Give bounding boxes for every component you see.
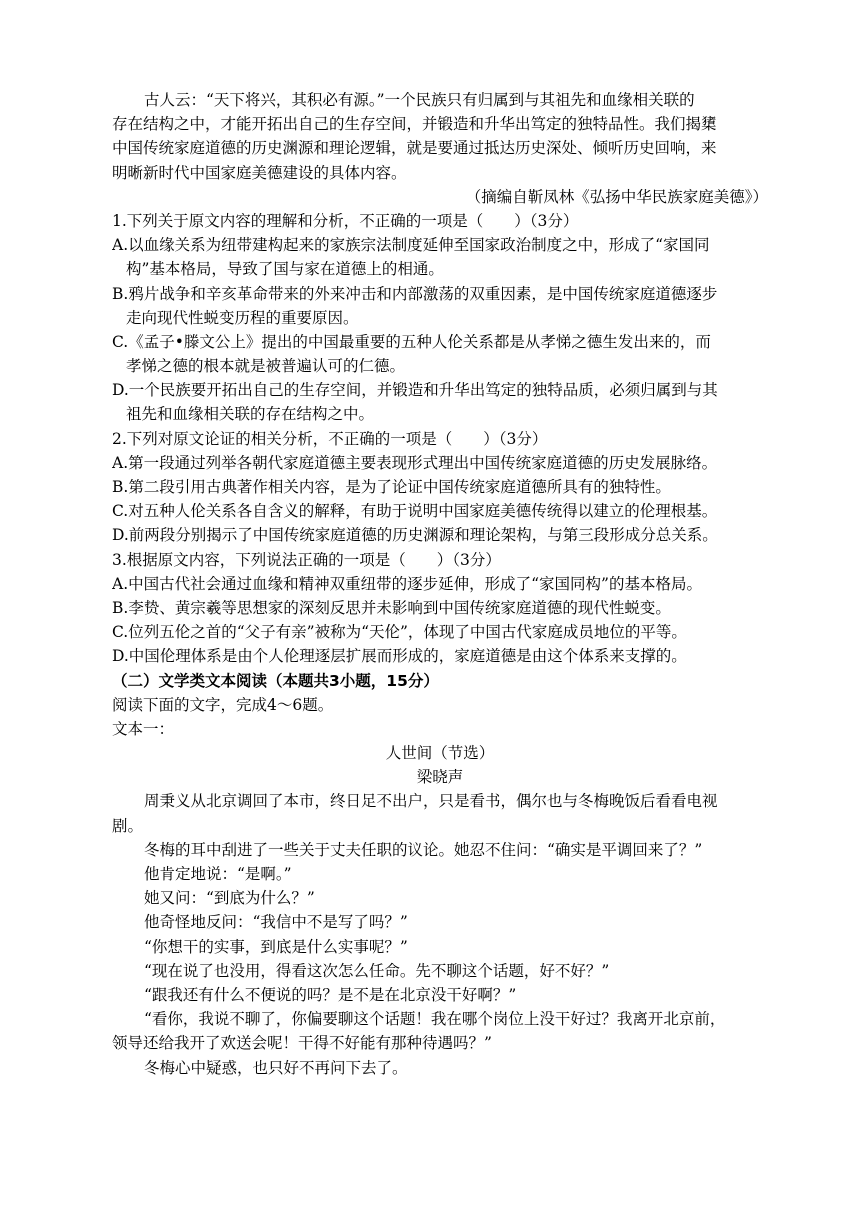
story-line: 冬梅的耳中刮进了一些关于丈夫任职的议论。她忍不住问：“确实是平调回来了？” — [144, 840, 703, 859]
text-line: 存在结构之中，才能开拓出自己的生存空间，并锻造和升华出笃定的独特品性。我们揭橥 — [112, 115, 717, 134]
story-title: 人世间（节选） — [385, 744, 495, 763]
section-instruction: 阅读下面的文字，完成4～6题。 — [112, 695, 334, 714]
option-a-line: A.以血缘关系为纽带建构起来的家族宗法制度延伸至国家政治制度之中，形成了“家国同 — [112, 236, 710, 255]
option-b-line: B.鸦片战争和辛亥革命带来的外来冲击和内部激荡的双重因素，是中国传统家庭道德逐步 — [112, 284, 718, 303]
option-d-line: D.前两段分别揭示了中国传统家庭道德的历史渊源和理论架构，与第三段形成分总关系。 — [112, 526, 718, 545]
option-c-line: C.对五种人伦关系各自含义的解释，有助于说明中国家庭美德传统得以建立的伦理根基。 — [112, 502, 718, 521]
option-b-line: 走向现代性蜕变历程的重要原因。 — [126, 308, 359, 327]
story-line: 他肯定地说：“是啊。” — [144, 865, 292, 883]
question-stem: 3.根据原文内容，下列说法正确的一项是（ ）（3分） — [112, 550, 501, 569]
story-line: “跟我还有什么不便说的吗？是不是在北京没干好啊？” — [144, 985, 517, 1004]
option-b-line: B.第二段引用古典著作相关内容，是为了论证中国传统家庭道德所具有的独特性。 — [112, 478, 671, 496]
text-line: 古人云：“天下将兴，其积必有源。”一个民族只有归属到与其祖先和血缘相关联的 — [144, 91, 695, 109]
question-3 — [112, 548, 768, 669]
story-line: “现在说了也没用，得看这次怎么任命。先不聊这个话题，好不好？” — [144, 961, 610, 980]
story-line: “你想干的实事，到底是什么实事呢？” — [144, 937, 408, 956]
story-author: 梁晓声 — [416, 768, 464, 787]
question-stem: 1.下列关于原文内容的理解和分析，不正确的一项是（ ）（3分） — [112, 211, 579, 230]
story-line: “看你，我说不聊了，你偏要聊这个话题！我在哪个岗位上没干好过？我离开北京前， — [144, 1010, 726, 1029]
source-citation: （摘编自靳凤林《弘扬中华民族家庭美德》） — [465, 187, 768, 206]
text-label: 文本一： — [112, 719, 175, 738]
story-line: 周秉义从北京调回了本市，终日足不出户，只是看书，偶尔也与冬梅晚饭后看看电视 — [144, 792, 718, 811]
option-a-line: A.中国古代社会通过血缘和精神双重纽带的逐步延伸，形成了“家国同构”的基本格局。 — [112, 574, 702, 593]
option-d-line: 祖先和血缘相关联的存在结构之中。 — [126, 405, 375, 424]
option-d-line: D.一个民族要开拓出自己的生存空间，并锻造和升华出笃定的独特品质，必须归属到与其 — [112, 381, 718, 400]
question-1 — [112, 209, 768, 427]
story-line: 她又问：“到底为什么？” — [144, 889, 315, 908]
option-a-line: A.第一段通过列举各朝代家庭道德主要表现形式理出中国传统家庭道德的历史发展脉络。 — [112, 453, 718, 472]
story-line: 他奇怪地反问：“我信中不是写了吗？” — [144, 913, 408, 932]
document-body — [112, 88, 768, 1080]
option-a-line: 构”基本格局，导致了国与家在道德上的相通。 — [126, 260, 444, 279]
question-2 — [112, 427, 768, 548]
story-line: 冬梅心中疑惑，也只好不再问下去了。 — [144, 1058, 408, 1077]
story-line: 剧。 — [112, 816, 144, 835]
story-body — [112, 789, 768, 1079]
option-c-line: C.《孟子•滕文公上》提出的中国最重要的五种人伦关系都是从孝悌之德生发出来的，而 — [112, 332, 711, 351]
text-line: 明晰新时代中国家庭美德建设的具体内容。 — [112, 163, 407, 182]
question-stem: 2.下列对原文论证的相关分析，不正确的一项是（ ）（3分） — [112, 429, 548, 448]
option-c-line: C.位列五伦之首的“父子有亲”被称为“天伦”，体现了中国古代家庭成员地位的平等。 — [112, 623, 687, 642]
section-heading: （二）文学类文本阅读（本题共3小题，15分） — [112, 671, 439, 690]
story-line: 领导还给我开了欢送会呢！干得不好能有那种待遇吗？” — [112, 1034, 492, 1053]
option-d-line: D.中国伦理体系是由个人伦理逐层扩展而形成的，家庭道德是由这个体系来支撑的。 — [112, 647, 687, 666]
passage-paragraph — [112, 88, 768, 185]
text-line: 中国传统家庭道德的历史渊源和理论逻辑，就是要通过抵达历史深处、倾听历史回响，来 — [112, 139, 717, 158]
option-c-line: 孝悌之德的根本就是被普遍认可的仁德。 — [126, 357, 406, 376]
option-b-line: B.李贽、黄宗羲等思想家的深刻反思并未影响到中国传统家庭道德的现代性蜕变。 — [112, 598, 671, 617]
